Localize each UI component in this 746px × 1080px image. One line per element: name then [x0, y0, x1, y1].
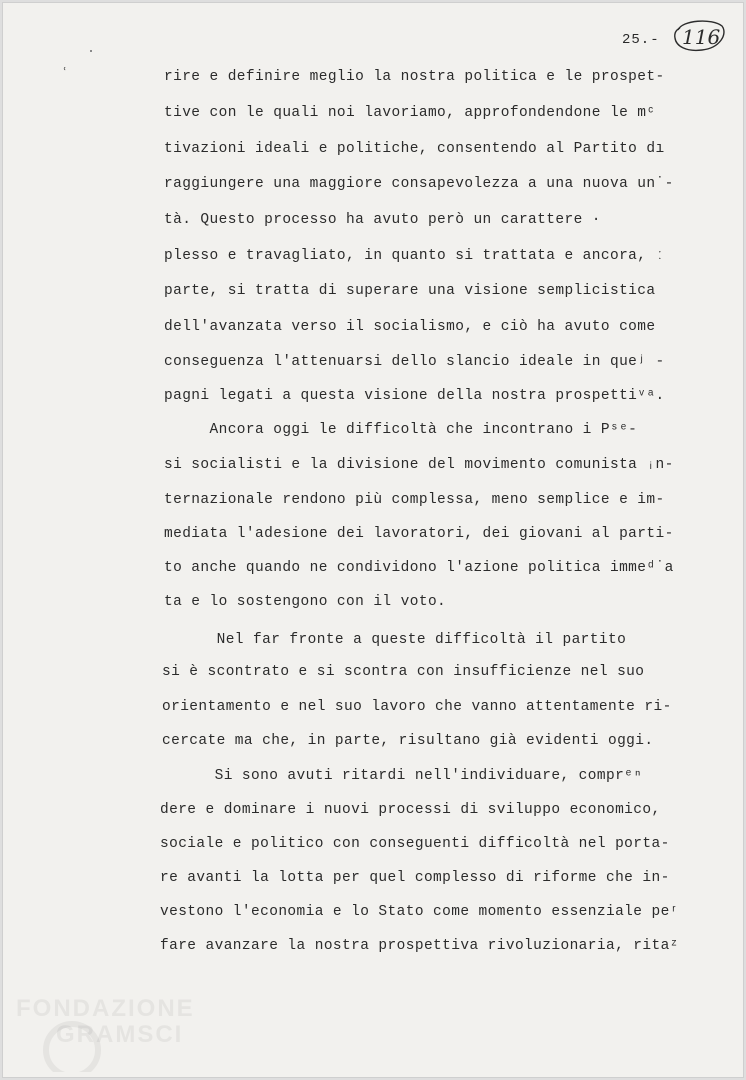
text-line: tà. Questo processo ha avuto però un carattere ·: [164, 212, 601, 228]
text-line: si è scontrato e si scontra con insufficienze nel suo: [162, 664, 645, 680]
text-line: raggiungere una maggiore consapevolezza a una nuova un˙-: [164, 176, 674, 192]
text-line: Si sono avuti ritardi nell'individuare, comprᵉⁿ: [160, 768, 643, 784]
text-line: ternazionale rendono più complessa, meno semplice e im-: [164, 492, 665, 508]
text-line: dell'avanzata verso il socialismo, e ciò ha avuto come: [164, 319, 656, 335]
text-line: tivazioni ideali e politiche, consentendo al Partito dı: [164, 141, 665, 157]
text-line: ta e lo sostengono con il voto.: [164, 594, 447, 610]
text-line: orientamento e nel suo lavoro che vanno attentamente ri-: [162, 699, 672, 715]
text-line: si socialisti e la divisione del movimento comunista ᵢn-: [164, 457, 674, 473]
text-line: rire e definire meglio la nostra politica e le prospet-: [164, 69, 665, 85]
text-line: vestono l'economia e lo Stato come momento essenziale peʳ: [160, 904, 679, 920]
text-line: plesso e travagliato, in quanto si trattata e ancora, ː: [164, 248, 665, 264]
page-number: 25.-: [622, 32, 660, 48]
ink-speck: [90, 50, 92, 52]
document-page: [2, 2, 744, 1078]
text-line: mediata l'adesione dei lavoratori, dei giovani al parti-: [164, 526, 674, 542]
text-line: dere e dominare i nuovi processi di sviluppo economico,: [160, 802, 661, 818]
text-line: conseguenza l'attenuarsi dello slancio ideale in queʲ -: [164, 354, 665, 370]
text-line: sociale e politico con conseguenti difficoltà nel porta-: [160, 836, 670, 852]
text-line: re avanti la lotta per quel complesso di riforme che in-: [160, 870, 670, 886]
text-line: Nel far fronte a queste difficoltà il partito: [162, 632, 627, 648]
text-line: pagni legati a questa visione della nostra prospettiᵛᵃ.: [164, 388, 665, 404]
text-line: parte, si tratta di superare una visione semplicistica: [164, 283, 656, 299]
margin-mark: ʿ: [60, 66, 70, 84]
text-line: to anche quando ne condividono l'azione politica immeᵈ˙a: [164, 560, 674, 576]
watermark-line-1: FONDAZIONE: [16, 995, 195, 1022]
watermark: [16, 996, 195, 1048]
watermark-line-2: GRAMSCI: [56, 1021, 184, 1048]
archive-stamp-text: 116: [682, 25, 721, 49]
archive-stamp-handwritten-number: [672, 16, 728, 54]
text-line: Ancora oggi le difficoltà che incontrano i Pˢᵉ-: [164, 422, 638, 438]
text-line: tive con le quali noi lavoriamo, approfondendone le mᶜ: [164, 105, 656, 121]
text-line: fare avanzare la nostra prospettiva rivoluzionaria, ritaᶻ: [160, 938, 679, 954]
text-line: cercate ma che, in parte, risultano già evidenti oggi.: [162, 733, 654, 749]
